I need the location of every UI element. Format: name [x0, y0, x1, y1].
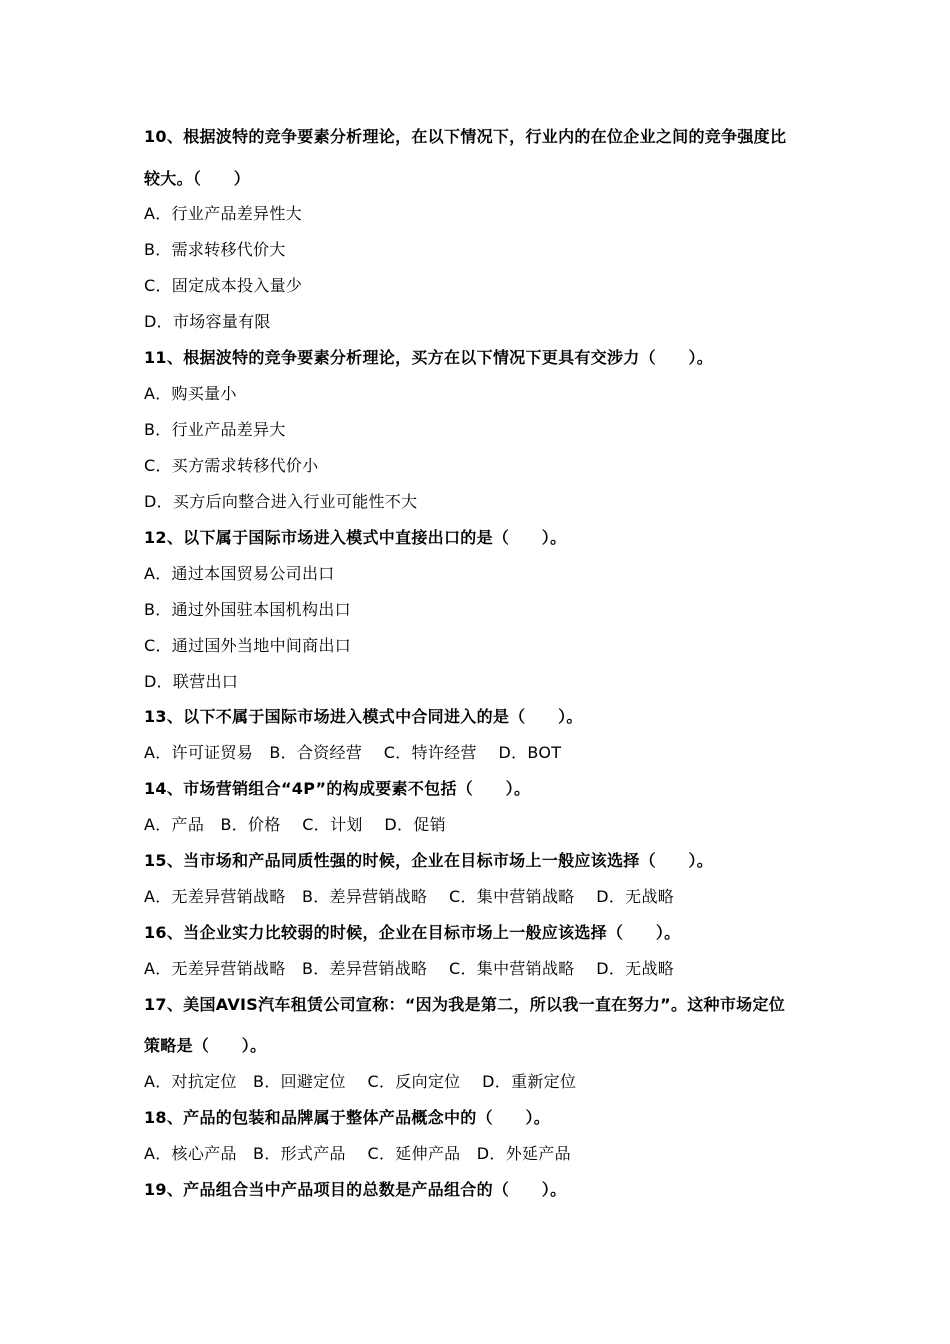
question-10-option-b: B．需求转移代价大: [144, 240, 286, 259]
question-15-options: A．无差异营销战略 B．差异营销战略 C．集中营销战略 D．无战略: [144, 887, 675, 906]
question-14-options: A．产品 B．价格 C．计划 D．促销: [144, 815, 446, 834]
question-11-option-a: A．购买量小: [144, 384, 237, 403]
question-10-stem-line-1: 10、根据波特的竞争要素分析理论，在以下情况下，行业内的在位企业之间的竞争强度比: [144, 127, 787, 146]
question-18-options: A．核心产品 B．形式产品 C．延伸产品 D．外延产品: [144, 1144, 571, 1163]
question-13-stem: 13、以下不属于国际市场进入模式中合同进入的是（ ）。: [144, 707, 583, 726]
question-10-option-a: A．行业产品差异性大: [144, 204, 302, 223]
question-10-option-c: C．固定成本投入量少: [144, 276, 303, 295]
question-18-stem: 18、产品的包装和品牌属于整体产品概念中的（ ）。: [144, 1108, 551, 1127]
question-12-option-d: D．联营出口: [144, 672, 239, 691]
question-12-option-c: C．通过国外当地中间商出口: [144, 636, 352, 655]
question-14-stem: 14、市场营销组合“4P”的构成要素不包括（ ）。: [144, 779, 531, 798]
question-15-stem: 15、当市场和产品同质性强的时候，企业在目标市场上一般应该选择（ ）。: [144, 851, 714, 870]
question-17-stem-line-1: 17、美国AVIS汽车租赁公司宣称：“因为我是第二，所以我一直在努力”。这种市场定位: [144, 995, 786, 1014]
question-12-stem: 12、以下属于国际市场进入模式中直接出口的是（ ）。: [144, 528, 567, 547]
question-17-options: A．对抗定位 B．回避定位 C．反向定位 D．重新定位: [144, 1072, 577, 1091]
question-16-options: A．无差异营销战略 B．差异营销战略 C．集中营销战略 D．无战略: [144, 959, 675, 978]
question-12-option-a: A．通过本国贸易公司出口: [144, 564, 335, 583]
question-12-option-b: B．通过外国驻本国机构出口: [144, 600, 351, 619]
question-11-stem: 11、根据波特的竞争要素分析理论，买方在以下情况下更具有交涉力（ ）。: [144, 348, 714, 367]
question-16-stem: 16、当企业实力比较弱的时候，企业在目标市场上一般应该选择（ ）。: [144, 923, 681, 942]
question-10-stem-line-2: 较大。（ ）: [144, 169, 251, 188]
question-19-stem: 19、产品组合当中产品项目的总数是产品组合的（ ）。: [144, 1180, 567, 1199]
question-17-stem-line-2: 策略是（ ）。: [144, 1036, 267, 1055]
question-11-option-d: D．买方后向整合进入行业可能性不大: [144, 492, 418, 511]
question-11-option-c: C．买方需求转移代价小: [144, 456, 319, 475]
question-10-option-d: D．市场容量有限: [144, 312, 271, 331]
question-13-options: A．许可证贸易 B．合资经营 C．特许经营 D．BOT: [144, 743, 562, 762]
question-11-option-b: B．行业产品差异大: [144, 420, 286, 439]
